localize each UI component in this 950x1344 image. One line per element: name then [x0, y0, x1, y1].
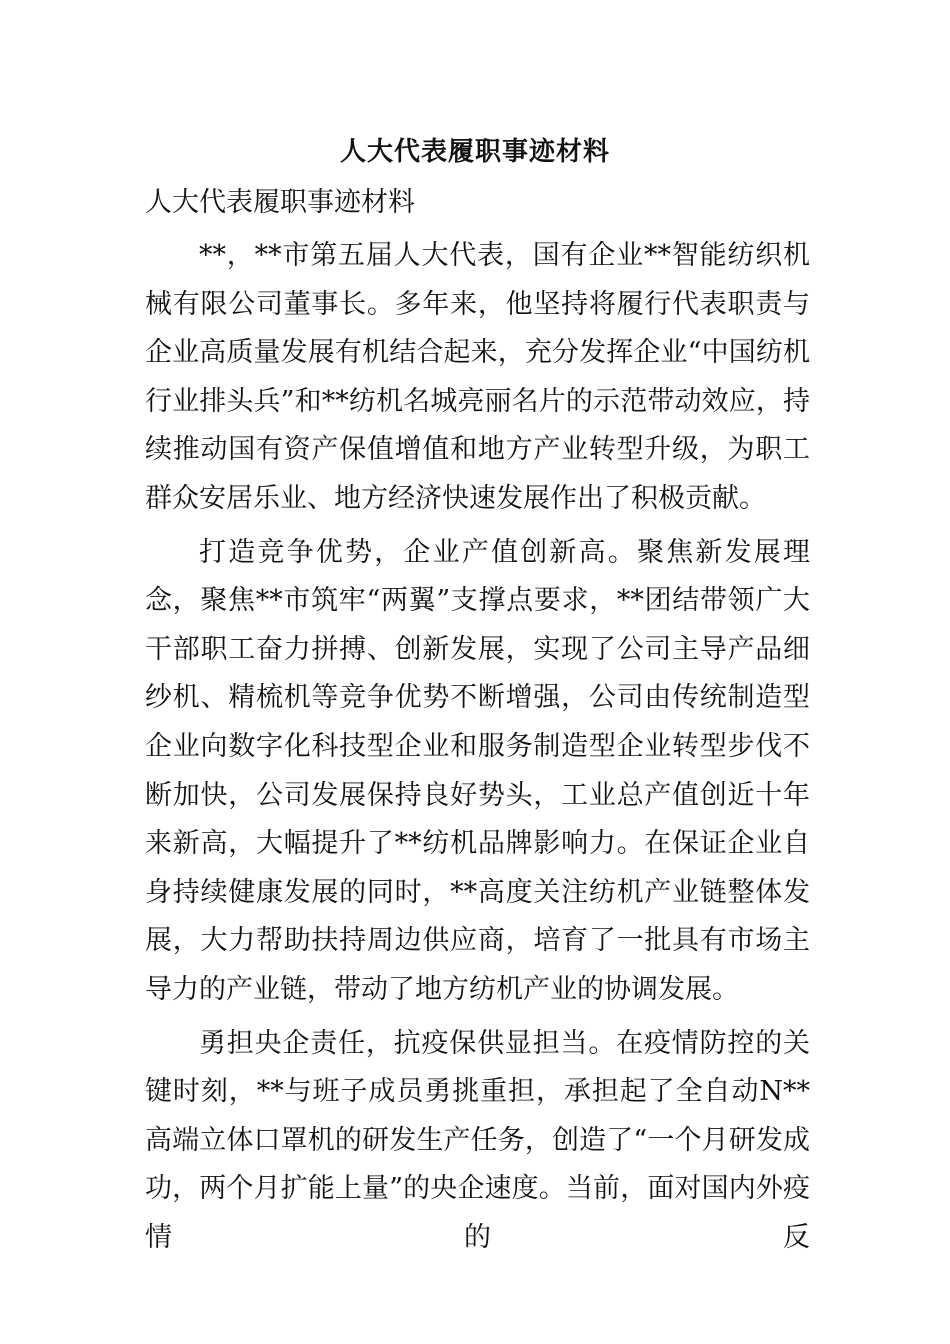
- paragraph-epidemic-response: 勇担央企责任，抗疫保供显担当。在疫情防控的关键时刻，**与班子成员勇挑重担，承担起了全自动N**高端立体口罩机的研发生产任务，创造了“一个月研发成功，两个月扩能上量”的央企速度。当前，面对国内外疫情的反: [145, 1027, 810, 1253]
- paragraph-intro: **，**市第五届人大代表，国有企业**智能纺织机械有限公司董事长。多年来，他坚持将履行代表职责与企业高质量发展有机结合起来，充分发挥企业“中国纺机行业排头兵”和**纺机名城亮丽名片的示范带动效应，持续推动国有资产保值增值和地方产业转型升级，为职工群众安居乐业、地方经济快速发展作出了积极贡献。: [145, 240, 810, 514]
- document-title: 人大代表履职事迹材料: [339, 137, 610, 167]
- document-body: [145, 179, 810, 1262]
- document-subtitle: 人大代表履职事迹材料: [145, 187, 415, 218]
- paragraph-competitive-advantage: 打造竞争优势，企业产值创新高。聚焦新发展理念，聚焦**市筑牢“两翼”支撑点要求，**团结带领广大干部职工奋力拼搏、创新发展，实现了公司主导产品细纱机、精梳机等竞争优势不断增强，公司由传统制造型企业向数字化科技型企业和服务制造型企业转型步伐不断加快，公司发展保持良好势头，工业总产值创近十年来新高，大幅提升了**纺机品牌影响力。在保证企业自身持续健康发展的同时，**高度关注纺机产业链整体发展，大力帮助扶持周边供应商，培育了一批具有市场主导力的产业链，带动了地方纺机产业的协调发展。: [145, 536, 810, 1005]
